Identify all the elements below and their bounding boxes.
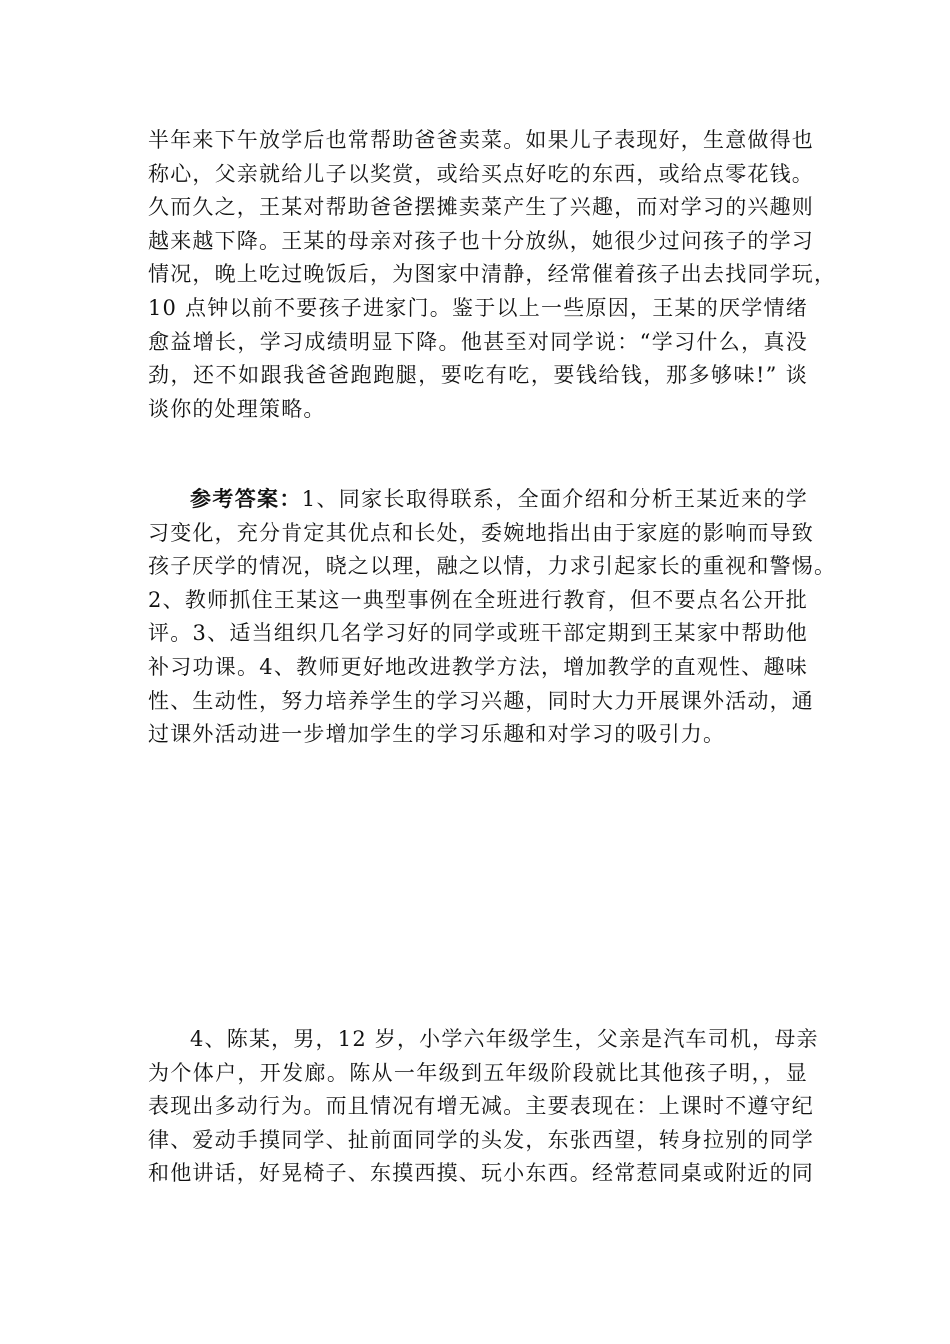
- case-3-continuation-paragraph: [148, 124, 837, 426]
- text-line: 称心，父亲就给儿子以奖赏，或给买点好吃的东西，或给点零花钱。: [148, 161, 814, 186]
- text-line: 和他讲话，好晃椅子、东摸西摸、玩小东西。经常惹同桌或附近的同: [148, 1161, 814, 1186]
- text-line: 久而久之，王某对帮助爸爸摆摊卖菜产生了兴趣，而对学习的兴趣则: [148, 195, 814, 220]
- text-line: 10 点钟以前不要孩子进家门。鉴于以上一些原因，王某的厌学情绪: [148, 295, 808, 320]
- text-line: 性、生动性，努力培养学生的学习兴趣，同时大力开展课外活动，通: [148, 688, 814, 713]
- answer-first-line: [148, 482, 808, 517]
- text-line: 习变化，充分肯定其优点和长处，委婉地指出由于家庭的影响而导致: [148, 520, 814, 545]
- answer-label: 参考答案：: [190, 486, 302, 511]
- text-line: 为个体户，开发廊。陈从一年级到五年级阶段就比其他孩子明，，显: [148, 1060, 808, 1085]
- text-line: 愈益增长，学习成绩明显下降。他甚至对同学说：“学习什么，真没: [148, 329, 808, 354]
- text-line: 半年来下午放学后也常帮助爸爸卖菜。如果儿子表现好，生意做得也: [148, 128, 814, 152]
- text-line: 情况，晚上吃过晚饭后，为图家中清静，经常催着孩子出去找同学玩，: [148, 262, 837, 287]
- text-line: 孩子厌学的情况，晓之以理，融之以情，力求引起家长的重视和警惕。: [148, 554, 837, 579]
- text-line: 2、教师抓住王某这一典型事例在全班进行教育，但不要点名公开批: [148, 587, 808, 612]
- text-line: 过课外活动进一步增加学生的学习乐趣和对学习的吸引力。: [148, 722, 726, 747]
- reference-answer-paragraph: [148, 482, 837, 752]
- text-line: 越来越下降。王某的母亲对孩子也十分放纵，她很少过问孩子的学习: [148, 228, 814, 253]
- text-line: 谈你的处理策略。: [148, 396, 326, 421]
- text-line: 劲，还不如跟我爸爸跑跑腿，要吃有吃，要钱给钱，那多够味!” 谈: [148, 363, 808, 388]
- text-line: 评。3、适当组织几名学习好的同学或班干部定期到王某家中帮助他: [148, 621, 808, 646]
- text-line: 补习功课。4、教师更好地改进教学方法，增加教学的直观性、趣味: [148, 654, 808, 679]
- text-line: 4、陈某，男，12 岁，小学六年级学生，父亲是汽车司机，母亲: [190, 1027, 819, 1051]
- text-line: 表现出多动行为。而且情况有增无减。主要表现在：上课时不遵守纪: [148, 1094, 814, 1119]
- case-4-paragraph: [148, 1023, 819, 1191]
- text-line: 律、爱动手摸同学、扯前面同学的头发，东张西望，转身拉别的同学: [148, 1127, 814, 1152]
- answer-first-line-text: 1、同家长取得联系，全面介绍和分析王某近来的学: [301, 487, 808, 511]
